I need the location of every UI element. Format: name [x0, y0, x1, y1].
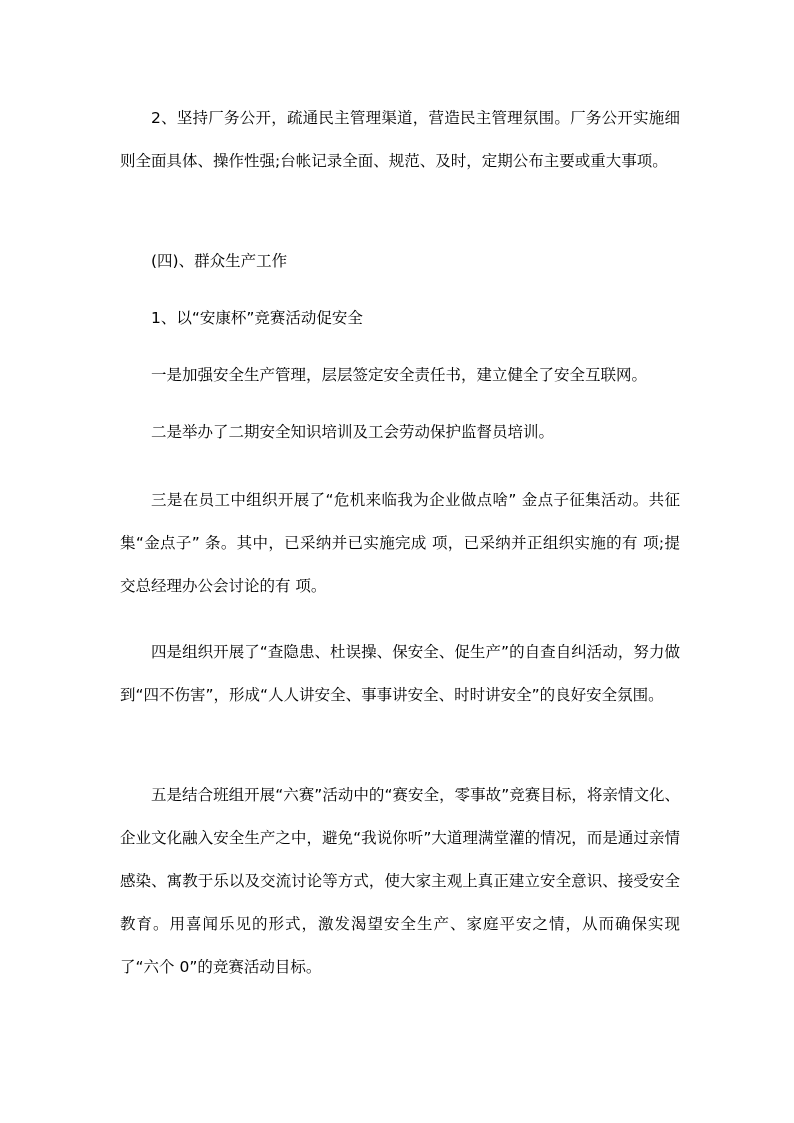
paragraph-item-three: 三是在员工中组织开展了“危机来临我为企业做点啥” 金点子征集活动。共征集“金点子” 条。其中，已采纳并已实施完成 项，已采纳并正组织实施的有 项;提交总经理办公会讨论的有 项。 — [120, 491, 680, 595]
section-heading-mass-production: (四)、群众生产工作 — [151, 252, 288, 270]
paragraph-item-four: 四是组织开展了“查隐患、杜误操、保安全、促生产”的自查自纠活动，努力做到“四不伤害”，形成“人人讲安全、事事讲安全、时时讲安全”的良好安全氛围。 — [120, 643, 680, 704]
paragraph-item-two: 二是举办了二期安全知识培训及工会劳动保护监督员培训。 — [151, 423, 555, 441]
paragraph-item-one: 一是加强安全生产管理，层层签定安全责任书，建立健全了安全互联网。 — [151, 366, 648, 384]
paragraph-factory-affairs: 2、坚持厂务公开，疏通民主管理渠道，营造民主管理氛围。厂务公开实施细则全面具体、操作性强;台帐记录全面、规范、及时，定期公布主要或重大事项。 — [120, 109, 680, 170]
subheading-ankang-cup: 1、以“安康杯”竞赛活动促安全 — [151, 309, 363, 327]
paragraph-item-five: 五是结合班组开展“六赛”活动中的“赛安全，零事故”竞赛目标，将亲情文化、企业文化融入安全生产之中，避免“我说你听”大道理满堂灌的情况，而是通过亲情感染、寓教于乐以及交流讨论等方式，使大家主观上真正建立安全意识、接受安全教育。用喜闻乐见的形式，激发渴望安全生产、家庭平安之情，从而确保实现了“六个 0”的竞赛活动目标。 — [120, 786, 680, 976]
